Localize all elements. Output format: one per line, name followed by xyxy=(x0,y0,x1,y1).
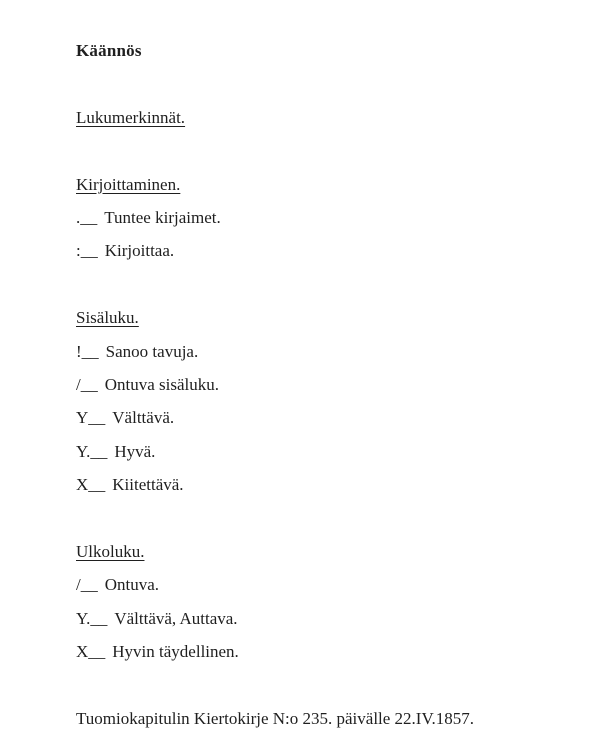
grade-line xyxy=(76,602,571,635)
grade-line xyxy=(76,468,571,501)
grade-line xyxy=(76,401,571,434)
grade-line xyxy=(76,335,571,368)
grade-line xyxy=(76,201,571,234)
grade-mark: Y__ xyxy=(76,408,106,428)
section-heading-lukumerkinnat xyxy=(76,101,571,134)
section-heading-ulkoluku xyxy=(76,535,571,568)
grade-label: Hyvä. xyxy=(114,441,156,461)
grade-label: Ontuva sisäluku. xyxy=(104,374,220,394)
grade-label: Välttävä. xyxy=(112,408,175,428)
grade-mark: Y.__ xyxy=(76,608,108,628)
grade-mark: .__ xyxy=(76,207,98,227)
grade-label: Hyvin täydellinen. xyxy=(112,642,239,662)
section-heading-text: Ulkoluku. xyxy=(76,541,145,561)
grade-mark: !__ xyxy=(76,341,99,361)
grade-mark: X__ xyxy=(76,475,106,495)
document-title: Käännös xyxy=(76,41,142,60)
grade-label: Kirjoittaa. xyxy=(104,241,175,261)
grade-mark: /__ xyxy=(76,374,98,394)
grade-label: Ontuva. xyxy=(104,575,160,595)
grade-line xyxy=(76,568,571,601)
grade-line xyxy=(76,234,571,267)
section-heading-kirjoittaminen xyxy=(76,168,571,201)
section-heading-sisaluku xyxy=(76,301,571,334)
grade-mark: /__ xyxy=(76,575,98,595)
grade-label: Tuntee kirjaimet. xyxy=(104,207,221,227)
section-heading-text: Kirjoittaminen. xyxy=(76,174,181,194)
footer-citation: Tuomiokapitulin Kiertokirje N:o 235. päivälle 22.IV.1857. xyxy=(76,708,475,728)
grade-mark: Y.__ xyxy=(76,441,108,461)
grade-mark: :__ xyxy=(76,241,98,261)
grade-line xyxy=(76,635,571,668)
grade-label: Sanoo tavuja. xyxy=(105,341,199,361)
grade-line xyxy=(76,435,571,468)
grade-label: Välttävä, Auttava. xyxy=(114,608,238,628)
section-heading-text: Lukumerkinnät. xyxy=(76,107,186,127)
grade-line xyxy=(76,368,571,401)
grade-mark: X__ xyxy=(76,642,106,662)
grade-label: Kiitettävä. xyxy=(112,475,184,495)
section-heading-text: Sisäluku. xyxy=(76,308,139,328)
